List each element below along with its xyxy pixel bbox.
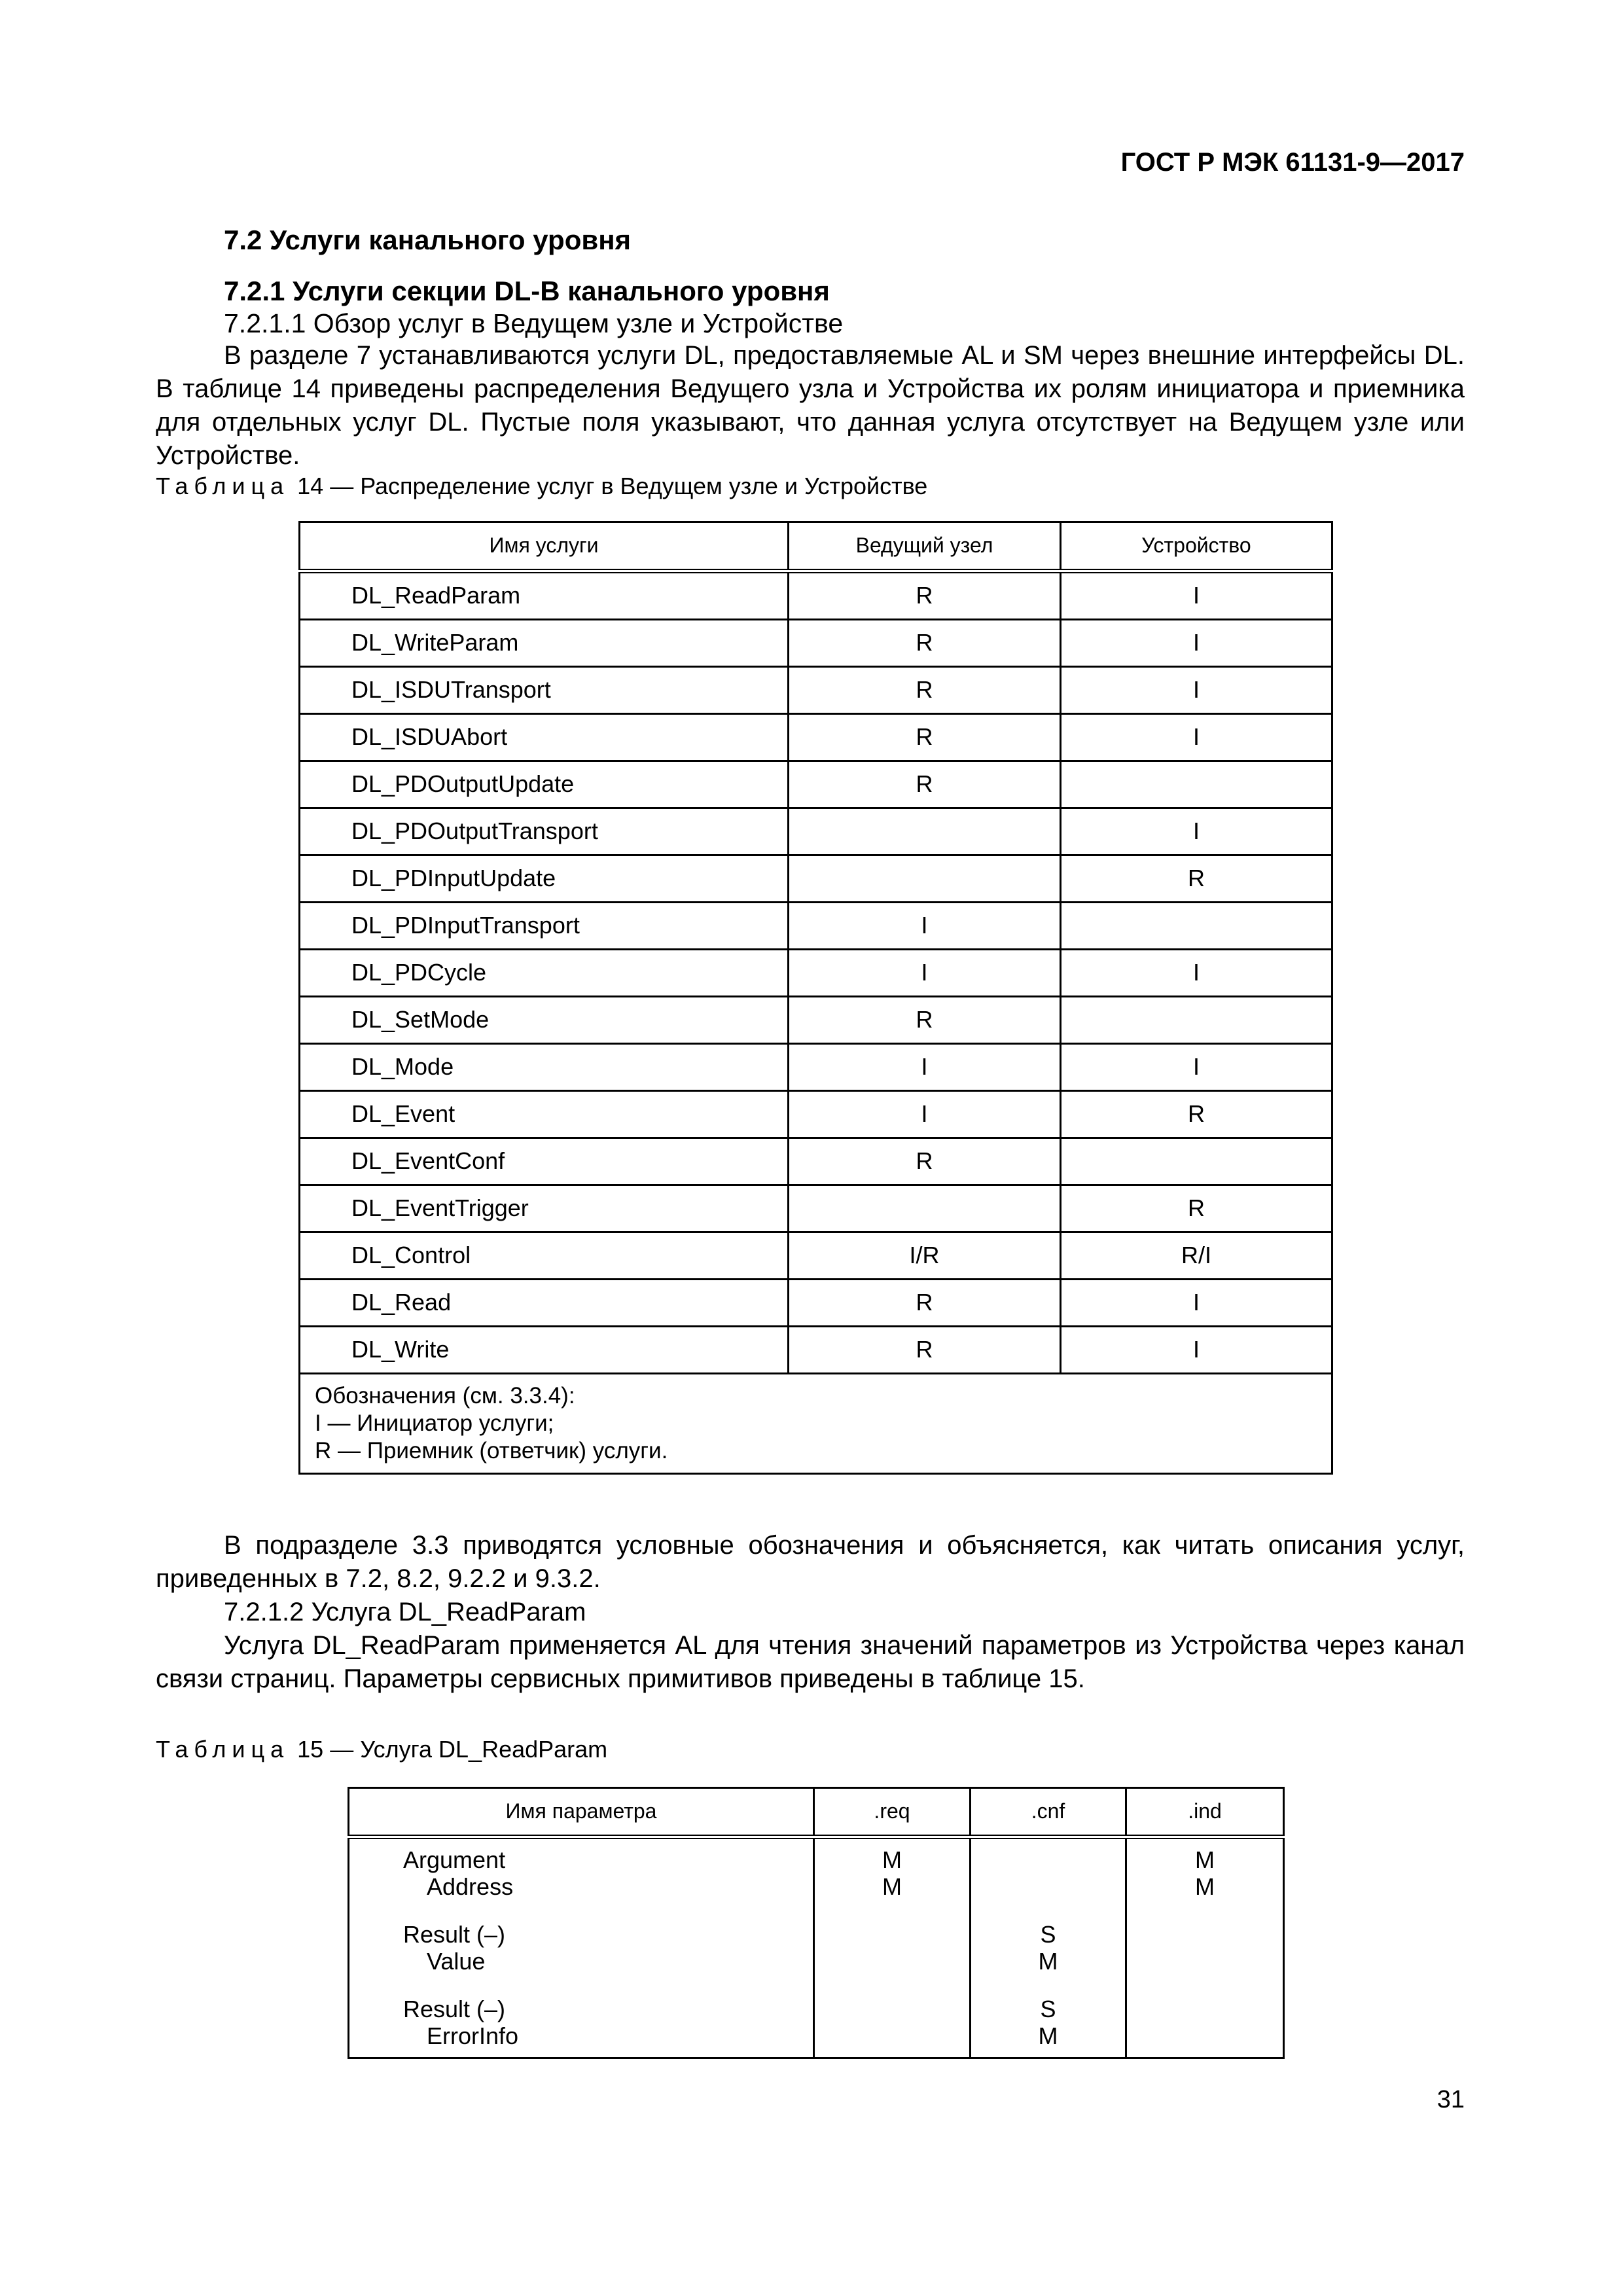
cnf-value: S <box>971 1921 1126 1948</box>
clause-heading: 7.2.1.2 Услуга DL_ReadParam <box>224 1598 586 1626</box>
service-name: DL_PDCycle <box>300 950 789 997</box>
table-row <box>300 620 1332 667</box>
master-role: I <box>789 1091 1061 1138</box>
table-row <box>349 1948 1284 1975</box>
device-role <box>1061 1138 1332 1185</box>
table-row <box>300 1232 1332 1280</box>
header-req: .req <box>814 1788 971 1837</box>
table-row <box>300 1327 1332 1374</box>
service-name: DL_ISDUTransport <box>300 667 789 714</box>
service-name: DL_PDOutputUpdate <box>300 761 789 808</box>
table-row <box>300 1091 1332 1138</box>
section-heading: 7.2 Услуги канального уровня <box>224 224 632 255</box>
services-table <box>298 521 1333 1475</box>
device-role: R <box>1061 1091 1332 1138</box>
table-row <box>300 1138 1332 1185</box>
table-row <box>300 761 1332 808</box>
table-row <box>300 1044 1332 1091</box>
master-role: R <box>789 571 1061 620</box>
table14-caption <box>156 471 927 502</box>
req-value <box>814 1948 971 1975</box>
device-role <box>1061 997 1332 1044</box>
master-role <box>789 808 1061 855</box>
device-role: I <box>1061 571 1332 620</box>
master-role: I <box>789 950 1061 997</box>
parameter-name: Address <box>427 1873 514 1900</box>
device-role: I <box>1061 1044 1332 1091</box>
table-row <box>349 1996 1284 2022</box>
table-row <box>300 808 1332 855</box>
legend-line: R — Приемник (ответчик) услуги. <box>315 1438 668 1463</box>
table14-caption-text: 14 — Распределение услуг в Ведущем узле и Устройстве <box>297 473 928 499</box>
parameter-name: Result (–) <box>349 1996 814 2022</box>
device-role: I <box>1061 714 1332 761</box>
device-role: I <box>1061 620 1332 667</box>
header-master: Ведущий узел <box>789 522 1061 571</box>
table-row <box>300 950 1332 997</box>
req-value <box>814 1921 971 1948</box>
req-value: M <box>814 1846 971 1873</box>
body-text-block <box>156 1529 1465 1696</box>
service-name: DL_PDInputTransport <box>300 903 789 950</box>
table-header-row <box>300 522 1332 571</box>
ind-value: M <box>1126 1873 1284 1900</box>
master-role: R <box>789 714 1061 761</box>
master-role: R <box>789 667 1061 714</box>
service-name: DL_EventConf <box>300 1138 789 1185</box>
table-row <box>300 997 1332 1044</box>
service-name: DL_ReadParam <box>300 571 789 620</box>
service-name: DL_WriteParam <box>300 620 789 667</box>
master-role: R <box>789 1327 1061 1374</box>
master-role: I/R <box>789 1232 1061 1280</box>
page-number: 31 <box>1436 2086 1465 2113</box>
device-role <box>1061 903 1332 950</box>
paragraph: Услуга DL_ReadParam применяется AL для чтения значений параметров из Устройства через канал связи страниц. Параметры сервисных примитивов приведены в таблице 15. <box>156 1631 1465 1693</box>
header-ind: .ind <box>1126 1788 1284 1837</box>
ind-value <box>1126 1921 1284 1948</box>
master-role: R <box>789 1280 1061 1327</box>
document-header: ГОСТ Р МЭК 61131-9—2017 <box>1120 148 1465 177</box>
service-name: DL_Write <box>300 1327 789 1374</box>
clause-heading: 7.2.1.1 Обзор услуг в Ведущем узле и Устройстве <box>224 308 844 338</box>
table15-caption-word: Таблица <box>156 1736 290 1763</box>
master-role: R <box>789 761 1061 808</box>
device-role: I <box>1061 808 1332 855</box>
device-role: I <box>1061 667 1332 714</box>
device-role: R/I <box>1061 1232 1332 1280</box>
device-role: I <box>1061 1327 1332 1374</box>
service-name: DL_SetMode <box>300 997 789 1044</box>
header-device: Устройство <box>1061 522 1332 571</box>
header-cnf: .cnf <box>971 1788 1126 1837</box>
legend-line: Обозначения (см. 3.3.4): <box>315 1383 575 1408</box>
master-role: R <box>789 620 1061 667</box>
table-header-row <box>349 1788 1284 1837</box>
ind-value: M <box>1126 1846 1284 1873</box>
table-row <box>300 1280 1332 1327</box>
cnf-value <box>971 1873 1126 1900</box>
parameters-table <box>348 1787 1285 2059</box>
service-name: DL_EventTrigger <box>300 1185 789 1232</box>
table-row <box>349 1921 1284 1948</box>
intro-paragraph: В разделе 7 устанавливаются услуги DL, предоставляемые AL и SM через внешние интерфейсы DL. В таблице 14 приведены распределения Ведущего узла и Устройства их ролям инициатора и приемника для отдельных услуг DL. Пустые поля указывают, что данная услуга отсутствует на Ведущем узле или Устройстве. <box>156 341 1465 470</box>
service-name: DL_Mode <box>300 1044 789 1091</box>
device-role: I <box>1061 1280 1332 1327</box>
req-value <box>814 2022 971 2049</box>
parameter-name: ErrorInfo <box>427 2022 519 2049</box>
header-service-name: Имя услуги <box>300 522 789 571</box>
service-name: DL_PDOutputTransport <box>300 808 789 855</box>
master-role: R <box>789 997 1061 1044</box>
cnf-value: M <box>971 2022 1126 2049</box>
cnf-value <box>971 1846 1126 1873</box>
table-row <box>349 2022 1284 2049</box>
device-role: R <box>1061 1185 1332 1232</box>
table15-caption-text: 15 — Услуга DL_ReadParam <box>297 1736 608 1763</box>
device-role <box>1061 761 1332 808</box>
ind-value <box>1126 1948 1284 1975</box>
device-role: I <box>1061 950 1332 997</box>
table-legend <box>300 1374 1332 1474</box>
master-role: R <box>789 1138 1061 1185</box>
header-parameter-name: Имя параметра <box>349 1788 814 1837</box>
service-name: DL_Event <box>300 1091 789 1138</box>
ind-value <box>1126 2022 1284 2049</box>
parameter-name: Argument <box>349 1846 814 1873</box>
service-name: DL_Read <box>300 1280 789 1327</box>
paragraph: В подразделе 3.3 приводятся условные обозначения и объясняется, как читать описания услуг, приведенных в 7.2, 8.2, 9.2.2 и 9.3.2. <box>156 1531 1465 1593</box>
table-row <box>300 855 1332 903</box>
table-legend-row <box>300 1374 1332 1474</box>
parameter-name: Result (–) <box>349 1921 814 1948</box>
table14-caption-word: Таблица <box>156 473 290 499</box>
master-role <box>789 855 1061 903</box>
service-name: DL_ISDUAbort <box>300 714 789 761</box>
service-name: DL_Control <box>300 1232 789 1280</box>
subsection-heading: 7.2.1 Услуги секции DL-B канального уровня <box>224 276 830 306</box>
cnf-value: M <box>971 1948 1126 1975</box>
master-role: I <box>789 1044 1061 1091</box>
table-row <box>349 1873 1284 1900</box>
cnf-value: S <box>971 1996 1126 2022</box>
table-row <box>300 714 1332 761</box>
req-value: M <box>814 1873 971 1900</box>
table-row <box>300 1185 1332 1232</box>
master-role: I <box>789 903 1061 950</box>
ind-value <box>1126 1996 1284 2022</box>
table-row <box>300 903 1332 950</box>
table-row <box>349 1846 1284 1873</box>
req-value <box>814 1996 971 2022</box>
table-row <box>300 667 1332 714</box>
table15-caption <box>156 1734 607 1765</box>
service-name: DL_PDInputUpdate <box>300 855 789 903</box>
master-role <box>789 1185 1061 1232</box>
parameter-name: Value <box>427 1947 486 1975</box>
legend-line: I — Инициатор услуги; <box>315 1410 554 1436</box>
device-role: R <box>1061 855 1332 903</box>
table-row <box>300 571 1332 620</box>
